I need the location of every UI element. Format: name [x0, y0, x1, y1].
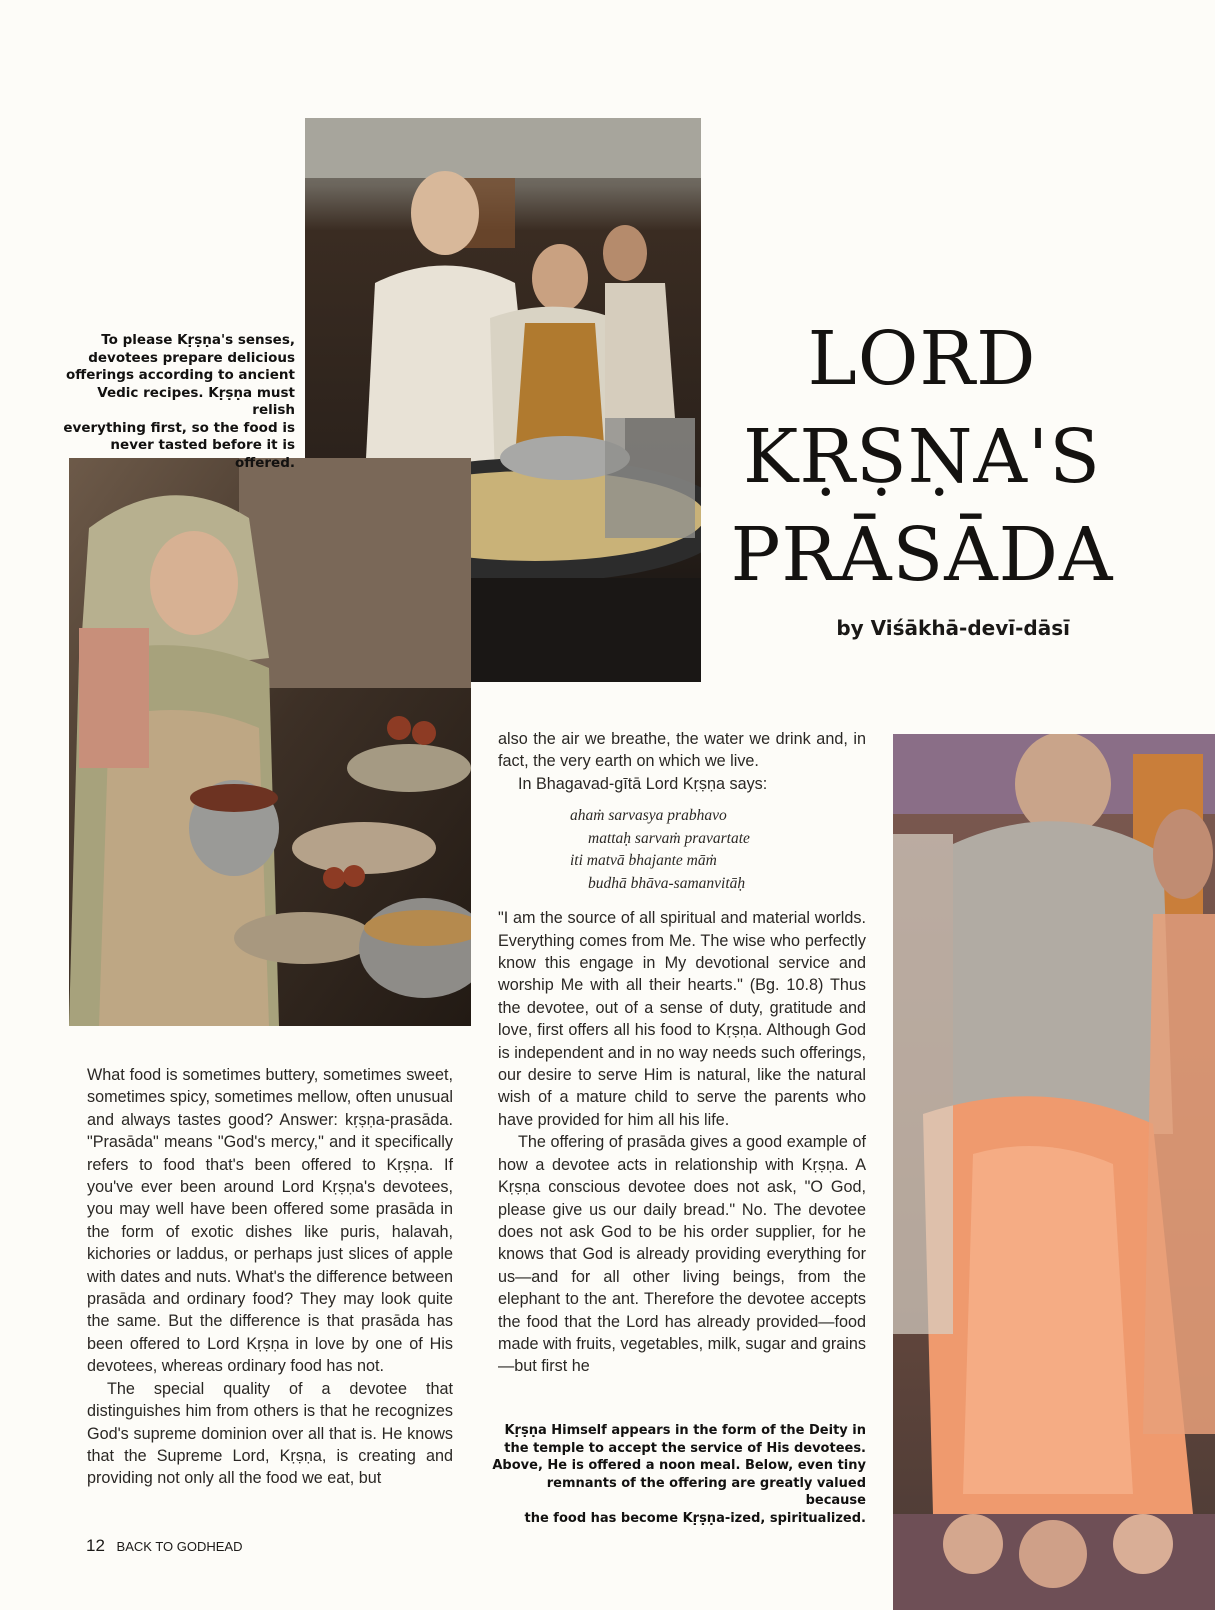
title-line: KṚṢṆA'S	[743, 414, 1101, 500]
kirtan-photo	[893, 734, 1215, 1610]
caption-line: everything first, so the food is	[63, 419, 295, 436]
caption-line: the food has become Kṛṣṇa-ized, spiritualized.	[524, 1510, 866, 1526]
caption-line: Above, He is offered a noon meal. Below, even tiny	[492, 1458, 866, 1473]
photo-caption-bottom	[490, 1422, 866, 1527]
title-line: LORD	[807, 316, 1037, 402]
photo-caption-top	[55, 332, 295, 472]
devotee-cooking-photo	[69, 458, 471, 1026]
verse-line: ahaṁ sarvasya prabhavo	[570, 807, 727, 825]
caption-line: the temple to accept the service of His devotees.	[504, 1440, 866, 1456]
title-line: PRĀSĀDA	[730, 512, 1114, 598]
caption-line: remnants of the offering are greatly valued because	[546, 1475, 866, 1508]
paragraph: "I am the source of all spiritual and material worlds. Everything comes from Me. The wise who perfectly know this engage in My devotional service and worship Me with all their hearts." (Bg. 10.8) Thus the devotee, out of a sense of duty, gratitude and love, first offers all his food to Kṛṣṇa. Although God is independent and in no way needs such offerings, our desire to serve Him is natural, like the natural wish of a mature child to serve the parents who have provided for him all his life.	[498, 909, 866, 1129]
paragraph: also the air we breathe, the water we drink and, in fact, the very earth on which we live.	[498, 730, 866, 771]
verse-intro: In Bhagavad-gītā Lord Kṛṣṇa says:	[518, 774, 768, 793]
verse-line: mattaḥ sarvaṁ pravartate	[588, 829, 750, 847]
caption-line: Vedic recipes. Kṛṣṇa must relish	[97, 384, 295, 418]
page-footer	[86, 1536, 242, 1556]
paragraph: The special quality of a devotee that distinguishes him from others is that he recognizes God's supreme dominion over all that is. He knows that the Supreme Lord, Kṛṣṇa, is creating and providing not only all the food we eat, but	[87, 1379, 453, 1488]
magazine-name: BACK TO GODHEAD	[116, 1539, 243, 1554]
author-byline: by Viśākhā-devī-dāsī	[836, 616, 1070, 640]
caption-line: devotees prepare delicious	[88, 349, 295, 366]
paragraph: The offering of prasāda gives a good example of how a devotee acts in relationship with Kṛṣṇa. A Kṛṣṇa conscious devotee does not ask, "O God, please give us our daily bread." No. The devotee does not ask God to be his order supplier, for he knows that God is already providing everything for us—and for all other living beings, from the elephant to the ant. Therefore the devotee accepts the food that the Lord has already provided—food made with fruits, vegetables, milk, sugar and grains—but first he	[498, 1133, 866, 1376]
sanskrit-verse	[570, 805, 866, 895]
page-number: 12	[86, 1536, 105, 1555]
verse-line: iti matvā bhajante māṁ	[570, 852, 717, 870]
caption-line: never tasted before it is offered.	[110, 437, 295, 471]
verse-line: budhā bhāva-samanvitāḥ	[588, 874, 746, 892]
caption-line: offerings according to ancient	[66, 367, 295, 383]
article-title	[712, 310, 1132, 604]
caption-line: To please Kṛṣṇa's senses,	[101, 332, 295, 348]
paragraph: What food is sometimes buttery, sometimes sweet, sometimes spicy, sometimes mellow, often unusual and always tastes good? Answer: kṛṣṇa-prasāda. "Prasāda" means "God's mercy," and it specifically refers to food that's been offered to Kṛṣṇa. If you've ever been around Lord Kṛṣṇa's devotees, you may well have been offered some prasāda in the form of exotic dishes like puris, halavah, kichories or laddus, or perhaps just slices of apple with dates and nuts. What's the difference between prasāda and ordinary food? They may look quite the same. But the difference is that prasāda has been offered to Lord Kṛṣṇa in love by one of His devotees, whereas ordinary food has not.	[87, 1066, 453, 1376]
caption-line: Kṛṣṇa Himself appears in the form of the Deity in	[504, 1423, 866, 1438]
right-column	[498, 728, 866, 1378]
left-column	[87, 1064, 453, 1490]
